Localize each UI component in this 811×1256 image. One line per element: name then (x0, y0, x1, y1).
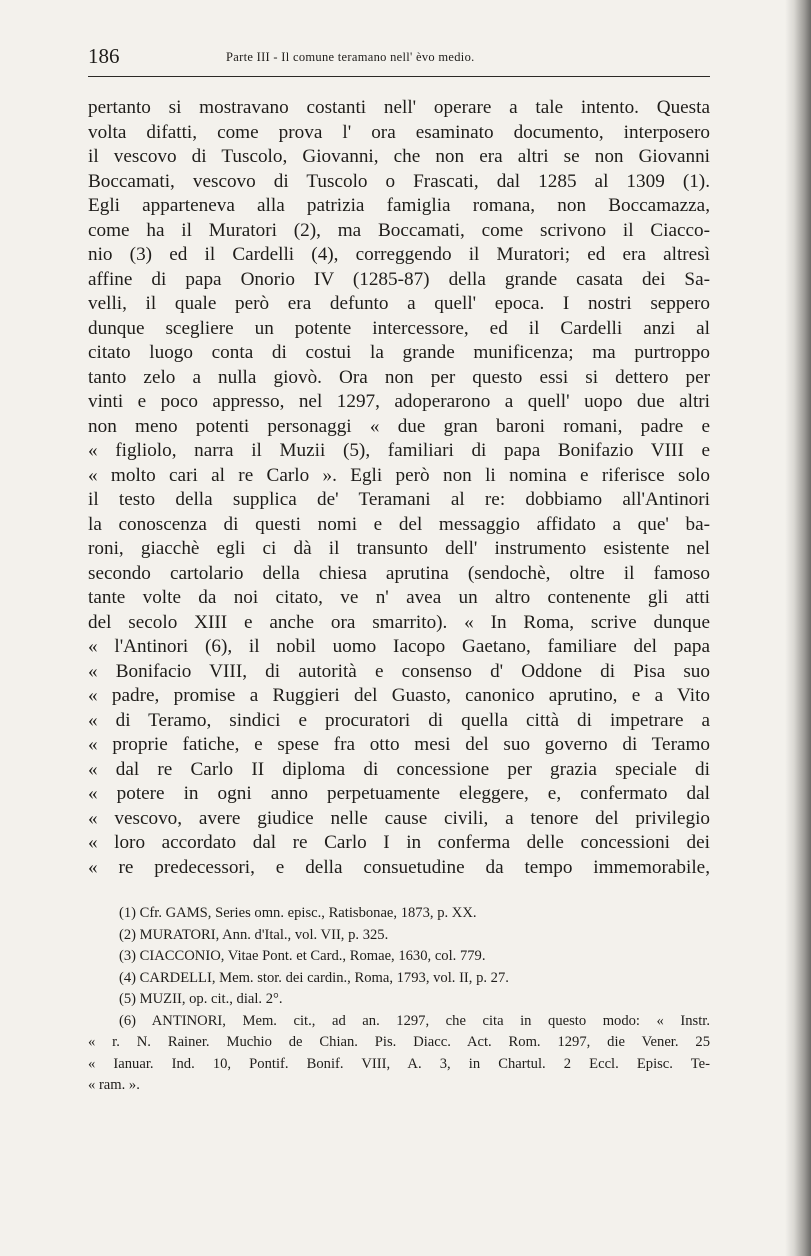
text-line: « molto cari al re Carlo ». Egli però non li nomina e riferisce solo (88, 464, 710, 486)
footnote: (3) CIACCONIO, Vitae Pont. et Card., Romae, 1630, col. 779. (119, 948, 486, 964)
footnote-continuation: « r. N. Rainer. Muchio de Chian. Pis. Diacc. Act. Rom. 1297, die Vener. 25 (88, 1034, 710, 1050)
footnote: (6) ANTINORI, Mem. cit., ad an. 1297, che cita in questo modo: « Instr. (119, 1012, 710, 1029)
text-line: « dal re Carlo II diploma di concessione per grazia speciale di (88, 758, 710, 780)
page-number: 186 (88, 44, 120, 68)
running-title: Parte III - Il comune teramano nell' èvo medio. (226, 50, 475, 64)
text-line: nio (3) ed il Cardelli (4), correggendo il Muratori; ed era altresì (88, 244, 710, 265)
text-line: Egli apparteneva alla patrizia famiglia romana, non Boccamazza, (88, 195, 710, 216)
footnote-continuation: « Ianuar. Ind. 10, Pontif. Bonif. VIII, A. 3, in Chartul. 2 Eccl. Episc. Te- (88, 1055, 710, 1072)
text-line: il testo della supplica de' Teramani al re: dobbiamo all'Antinori (88, 489, 710, 510)
text-line: volta difatti, come prova l' ora esaminato documento, interposero (88, 121, 710, 143)
text-line: non meno potenti personaggi « due gran baroni romani, padre e (88, 415, 710, 437)
text-line: secondo cartolario della chiesa aprutina (sendochè, oltre il famoso (88, 562, 710, 584)
footnotes (88, 903, 710, 1097)
text-line: « potere in ogni anno perpetuamente eleggere, e, confermato dal (88, 783, 710, 804)
text-line: velli, il quale però era defunto a quell' epoca. I nostri seppero (88, 293, 710, 314)
text-line: « vescovo, avere giudice nelle cause civili, a tenore del privilegio (88, 807, 710, 829)
text-line: vinti e poco appresso, nel 1297, adoperarono a quell' uopo due altri (88, 391, 710, 412)
text-line: tante volte da noi citato, ve n' avea un altro contenente gli atti (88, 587, 710, 608)
text-line: Boccamati, vescovo di Tuscolo o Frascati, dal 1285 al 1309 (1). (88, 170, 710, 192)
text-line: la conoscenza di questi nomi e del messaggio affidato a que' ba- (88, 513, 710, 535)
page-header (88, 42, 710, 72)
footnote: (2) MURATORI, Ann. d'Ital., vol. VII, p. 325. (119, 926, 389, 943)
text-line: citato luogo conta di costui la grande munificenza; ma purtroppo (88, 342, 710, 363)
text-line: il vescovo di Tuscolo, Giovanni, che non era altri se non Giovanni (88, 146, 710, 167)
header-rule (88, 76, 710, 77)
footnote: (5) MUZII, op. cit., dial. 2°. (119, 991, 283, 1007)
footnote: (4) CARDELLI, Mem. stor. dei cardin., Roma, 1793, vol. II, p. 27. (119, 969, 509, 986)
footnote: (1) Cfr. GAMS, Series omn. episc., Ratisbonae, 1873, p. XX. (119, 905, 477, 921)
text-line: affine di papa Onorio IV (1285-87) della grande casata dei Sa- (88, 268, 710, 290)
text-line: come ha il Muratori (2), ma Boccamati, come scrivono il Ciacco- (88, 219, 710, 241)
text-line: dunque scegliere un potente intercessore, ed il Cardelli anzi al (88, 317, 710, 339)
text-line: tanto zelo a nulla giovò. Ora non per questo essi si dettero per (88, 366, 710, 388)
body-text (88, 96, 710, 880)
text-line: « l'Antinori (6), il nobil uomo Iacopo Gaetano, familiare del papa (88, 636, 710, 657)
text-line: « re predecessori, e della consuetudine da tempo immemorabile, (88, 856, 710, 878)
text-line: del secolo XIII e anche ora smarrito). « In Roma, scrive dunque (88, 611, 710, 633)
text-line: « loro accordato dal re Carlo I in conferma delle concessioni dei (88, 832, 710, 853)
text-line: pertanto si mostravano costanti nell' operare a tale intento. Questa (88, 97, 710, 118)
text-line: roni, giacchè egli ci dà il transunto dell' instrumento esistente nel (88, 538, 710, 559)
text-line: « figliolo, narra il Muzii (5), familiari di papa Bonifazio VIII e (88, 440, 710, 461)
text-line: « Bonifacio VIII, di autorità e consenso d' Oddone di Pisa suo (88, 660, 710, 682)
text-line: « padre, promise a Ruggieri del Guasto, canonico aprutino, e a Vito (88, 685, 710, 706)
text-line: « di Teramo, sindici e procuratori di quella città di impetrare a (88, 709, 710, 731)
footnote-continuation: « ram. ». (88, 1077, 140, 1093)
text-line: « proprie fatiche, e spese fra otto mesi del suo governo di Teramo (88, 734, 710, 755)
page-edge-shadow (785, 0, 811, 1256)
